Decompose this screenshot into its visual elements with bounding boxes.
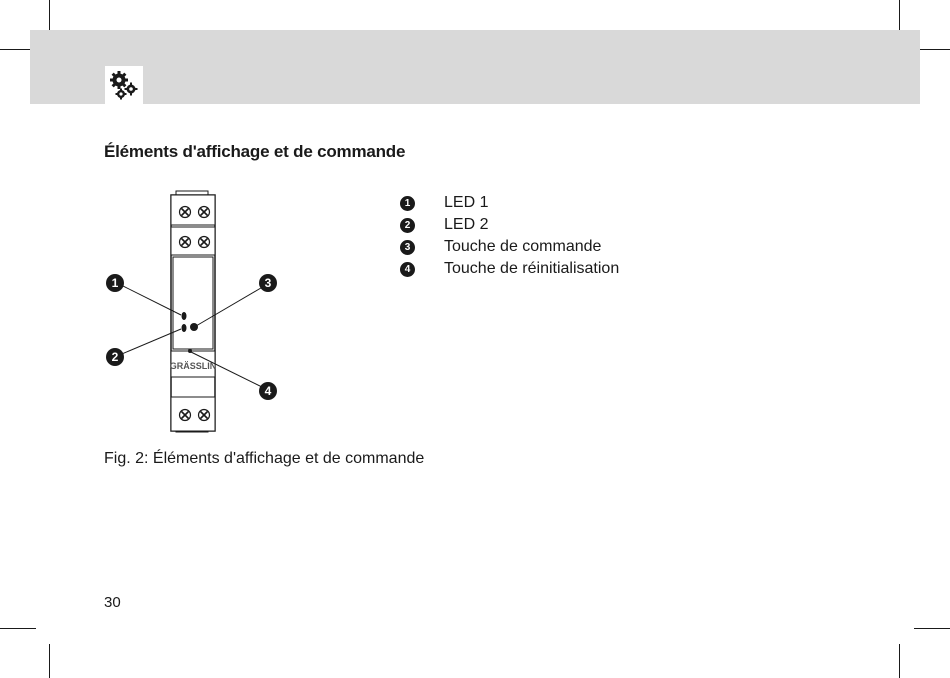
header-tab (105, 66, 143, 104)
front-panel (173, 257, 213, 349)
tab-pointer (117, 104, 131, 113)
legend-number: 4 (400, 262, 415, 277)
device-figure (95, 185, 295, 440)
led-2 (182, 324, 187, 332)
led-1 (182, 312, 187, 320)
crop-mark (49, 0, 50, 32)
legend-label: Touche de réinitialisation (444, 260, 620, 277)
legend-number: 1 (400, 196, 415, 211)
legend-number: 2 (400, 218, 415, 233)
crop-mark (899, 0, 900, 32)
control-button (190, 323, 198, 331)
crop-mark (0, 628, 36, 629)
crop-mark (0, 49, 32, 50)
legend-list (400, 192, 619, 280)
legend-label: LED 1 (444, 194, 489, 211)
figure-caption: Fig. 2: Éléments d'affichage et de commande (104, 450, 425, 467)
callout-1-label: 1 (111, 276, 119, 290)
gears-icon (105, 66, 143, 104)
crop-mark (49, 644, 50, 678)
header-banner (30, 30, 920, 104)
callout-3-label: 3 (264, 276, 272, 290)
callout-4-label: 4 (264, 384, 272, 398)
section-title: Éléments d'affichage et de commande (104, 142, 406, 161)
crop-mark (918, 49, 950, 50)
legend-item (400, 214, 619, 236)
legend-label: Touche de commande (444, 238, 602, 255)
page-number: 30 (104, 594, 121, 611)
legend-label: LED 2 (444, 216, 489, 233)
brand-logo: GRÄSSLIN (169, 361, 217, 371)
legend-item (400, 258, 619, 280)
legend-number: 3 (400, 240, 415, 255)
legend-item (400, 236, 619, 258)
crop-mark (899, 644, 900, 678)
legend-item (400, 192, 619, 214)
callout-2-label: 2 (111, 350, 119, 364)
crop-mark (914, 628, 950, 629)
